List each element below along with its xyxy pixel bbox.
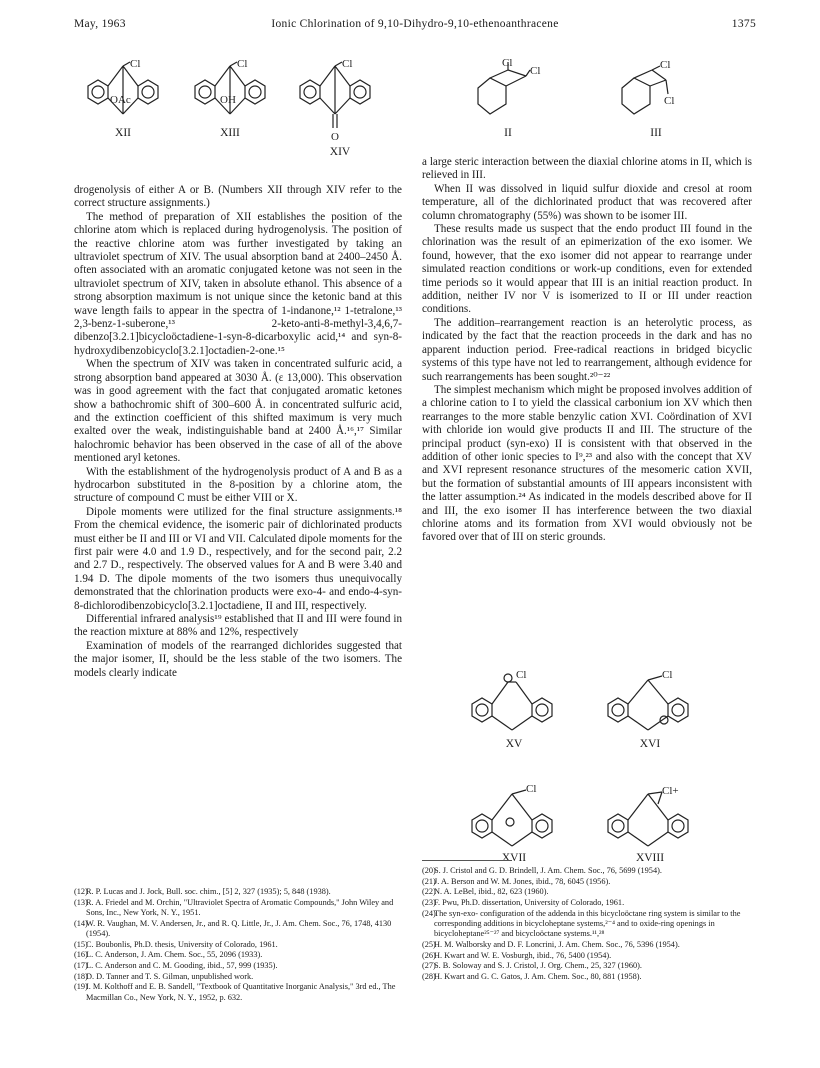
structure-xiii	[191, 56, 269, 128]
running-header	[74, 18, 756, 34]
iii-cl-2: Cl	[664, 95, 675, 107]
left-column	[74, 184, 402, 680]
footnote-15: (15) C. Boubonlis, Ph.D. thesis, University of Colorado, 1961.	[74, 939, 278, 949]
xiv-oxygen: O	[331, 131, 339, 143]
label-xii: XII	[115, 127, 131, 139]
footnote-rule	[422, 860, 512, 861]
xiii-group: OH	[220, 94, 236, 106]
label-xiv: XIV	[329, 146, 351, 158]
footnote-12: (12) R. P. Lucas and J. Jock, Bull. soc. chim., [5] 2, 327 (1935); 5, 848 (1938).	[74, 887, 331, 896]
footnote-14: (14) W. R. Vaughan, M. V. Andersen, Jr., and R. Q. Little, Jr., J. Am. Chem. Soc., 76, 1748, 4130 (1954).	[74, 918, 392, 938]
footnote-23: (23) F. Pwu, Ph.D. dissertation, University of Colorado, 1961.	[422, 898, 625, 908]
left-paragraph-7: Examination of models of the rearranged dichlorides suggested that the major isomer, II, should be the less stable of the two isomers. The models clearly indicate	[74, 639, 402, 679]
footnote-28: (28) H. Kwart and G. C. Gatos, J. Am. Chem. Soc., 80, 881 (1958).	[422, 972, 642, 982]
footnote-13: (13) R. A. Friedel and M. Orchin, "Ultraviolet Spectra of Aromatic Compounds," John Wiley and Sons, Inc., New York, N. Y., 1951.	[74, 897, 394, 917]
structure-xiv	[296, 56, 374, 142]
footnote-20: (20) S. J. Cristol and G. D. Brindell, J. Am. Chem. Soc., 76, 5699 (1954).	[422, 866, 662, 875]
structure-iii	[612, 58, 698, 124]
structure-xii	[84, 56, 162, 128]
footnote-18: (18) D. D. Tanner and T. S. Gilman, unpublished work.	[74, 971, 254, 981]
label-xvii: XVII	[501, 852, 527, 864]
right-column	[422, 156, 752, 545]
label-xv: XV	[505, 738, 523, 750]
right-paragraph-3: These results made us suspect that the endo product III found in the chlorination was the result of an epimerization of the exo isomer. We found, however, that the exo isomer did not appear to rearrange under simulated reaction conditions or work-up conditions, even for extended time periods so it would appear that III is an initial reaction product. In addition, neither IV nor V is isomerized to II or III under reaction conditions.	[422, 223, 752, 316]
left-paragraph-3: When the spectrum of XIV was taken in concentrated sulfuric acid, a strong absorption band appeared at 3030 Å. (ε 13,000). This observation was in good agreement with the fact that conjugated aromatic ketones show a bathochromic shift of 300–600 Å. in concentrated sulfuric acid, and the extinction coefficient of this shifted maximum is very much exalted over the weak, indistinguishable band at 2400 Å.¹⁶,¹⁷ Similar halochromic behavior has been observed in the case of all of the above mentioned aryl ketones.	[74, 358, 402, 465]
footnote-21: (21) J. A. Berson and W. M. Jones, ibid., 78, 6045 (1956).	[422, 876, 611, 886]
footnotes-right	[422, 866, 752, 983]
structure-xvii	[468, 782, 558, 856]
structure-xv	[468, 668, 558, 738]
left-paragraph-2: The method of preparation of XII establishes the position of the chlorine atom which is replaced during hydrogenolysis. The position of the reactive chlorine atom was further investigated by taking an ultraviolet spectrum of XIV. The usual absorption band at 2400–2450 Å. often associated with an aromatic conjugated ketone was not seen in the ultraviolet spectrum of XIV, taken in absolute ethanol. This absence of a strong absorption maximum is not unique since the ketonic band at this wave length fails to appear in the spectra of 1-indanone,¹² 1-tetralone,¹³ 2,3-benz-1-suberone,¹³ 2-keto-anti-8-methyl-3,4,6,7-dibenzo[3.2.1]bicycloöctadiene-1-syn-8-dicarboxylic acid,¹⁴ and syn-8-hydroxydibenzobicyclo[3.2.1]octadien-2-one.¹⁵	[74, 210, 402, 357]
right-paragraph-5: The simplest mechanism which might be proposed involves addition of a chlorine cation to I to yield the classical carbonium ion XV which then rearranges to the more stable benzylic cation XVI. Coördination of XVI with chloride ion would give products II and III. The structure of the principal product (syn-exo) II is consistent with that observed in the addition of other ionic species to I⁹,²³ and also with the concept that XV and XVI represent resonance structures of the mesomeric cation XVII, but the formation of substantial amounts of III appears inconsistent with the latter assumption.²⁴ As indicated in the models described above for II and III, the exo isomer II has interference between the two diaxial chlorine atoms and its formation from XVI would obviously not be favored over that of III on steric grounds.	[422, 383, 752, 544]
xiv-cl: Cl	[342, 58, 353, 70]
footnote-25: (25) H. M. Walborsky and D. F. Loncrini, J. Am. Chem. Soc., 76, 5396 (1954).	[422, 939, 680, 949]
label-xvi: XVI	[639, 738, 661, 750]
footnote-22: (22) N. A. LeBel, ibid., 82, 623 (1960).	[422, 887, 549, 897]
footnote-19: (19) I. M. Kolthoff and E. B. Sandell, "Textbook of Quantitative Inorganic Analysis," 3rd ed., The Macmillan Co., New York, N. Y., 1952, p. 632.	[74, 982, 396, 1002]
structure-xviii	[604, 782, 694, 856]
footnote-27: (27) S. B. Soloway and S. J. Cristol, J. Org. Chem., 25, 327 (1960).	[422, 961, 642, 971]
ii-cl-2: Cl	[530, 65, 541, 77]
label-xviii: XVIII	[635, 852, 665, 864]
right-paragraph-4: The addition–rearrangement reaction is an heterolytic process, as indicated by the fact that the reaction proceeds in the dark and has no apparent induction period. Free-radical reactions in bridged bicyclic systems of this type have not led to rearrangement, although evidence for such rearrangements has been sought.²⁰⁻²²	[422, 316, 752, 383]
xii-cl: Cl	[130, 58, 141, 70]
xvi-cl: Cl	[662, 669, 673, 681]
header-title: Ionic Chlorination of 9,10-Dihydro-9,10-ethenoanthracene	[271, 18, 559, 30]
xviii-cl: Cl+	[662, 785, 679, 797]
footnote-16: (16) L. C. Anderson, J. Am. Chem. Soc., 55, 2096 (1933).	[74, 950, 263, 960]
structure-xvi	[604, 668, 694, 738]
footnote-17: (17) L. C. Anderson and C. M. Gooding, ibid., 57, 999 (1935).	[74, 960, 278, 970]
header-date: May, 1963	[74, 18, 126, 30]
xv-cl: Cl	[516, 669, 527, 681]
footnote-26: (26) H. Kwart and W. E. Vosburgh, ibid., 76, 5400 (1954).	[422, 950, 612, 960]
xvii-cl: Cl	[526, 783, 537, 795]
label-ii: II	[504, 127, 512, 139]
page-number: 1375	[731, 18, 756, 30]
xii-group: OAc	[110, 94, 131, 106]
structure-ii	[468, 58, 554, 124]
footnotes-left	[74, 887, 402, 1003]
left-paragraph-4: With the establishment of the hydrogenolysis product of A and B as a hydrocarbon substituted in the 8-position by a chlorine atom, the structure of compound C must be either VIII or X.	[74, 465, 402, 505]
label-xiii: XIII	[220, 127, 240, 139]
left-paragraph-6: Differential infrared analysis¹⁹ established that II and III were found in the reaction mixture at 88% and 12%, respectively	[74, 613, 402, 639]
left-paragraph-1: drogenolysis of either A or B. (Numbers XII through XIV refer to the correct structure assignments.)	[74, 184, 402, 210]
right-paragraph-1: a large steric interaction between the diaxial chlorine atoms in II, which is relieved in III.	[422, 156, 752, 182]
xiii-cl: Cl	[237, 58, 248, 70]
right-paragraph-2: When II was dissolved in liquid sulfur dioxide and cresol at room temperature, all of the dichlorinated product that was recovered after column chromatography (55%) was shown to be isomer III.	[422, 182, 752, 222]
left-paragraph-5: Dipole moments were utilized for the final structure assignments.¹⁸ From the chemical evidence, the isomeric pair of dichlorinated products must either be II and III or VI and VII. Calculated dipole moments for the first pair were 4.0 and 1.9 D., respectively, and for the second pair, 2.2 and 2.7 D., respectively. The observed values for A and B were 3.40 and 1.94 D. The dipole moments of the two isomers thus unequivocally demonstrated that the chlorination products were exo-4- and endo-4-syn-8-dichlorodibenzobicyclo[3.2.1]octadiene, II and III, respectively.	[74, 505, 402, 612]
iii-cl-1: Cl	[660, 59, 671, 71]
label-iii: III	[650, 127, 662, 139]
footnote-24: (24) The syn-exo- configuration of the addenda in this bicycloöctane ring system is similar to the corresponding additions in bicycloheptane systems,²⁻⁴ and to oxide-ring openings in bicycloheptane²⁵⁻²⁷ and bicycloöctane systems.¹¹,²⁸	[422, 908, 741, 939]
ii-cl-1: Cl	[502, 57, 513, 69]
